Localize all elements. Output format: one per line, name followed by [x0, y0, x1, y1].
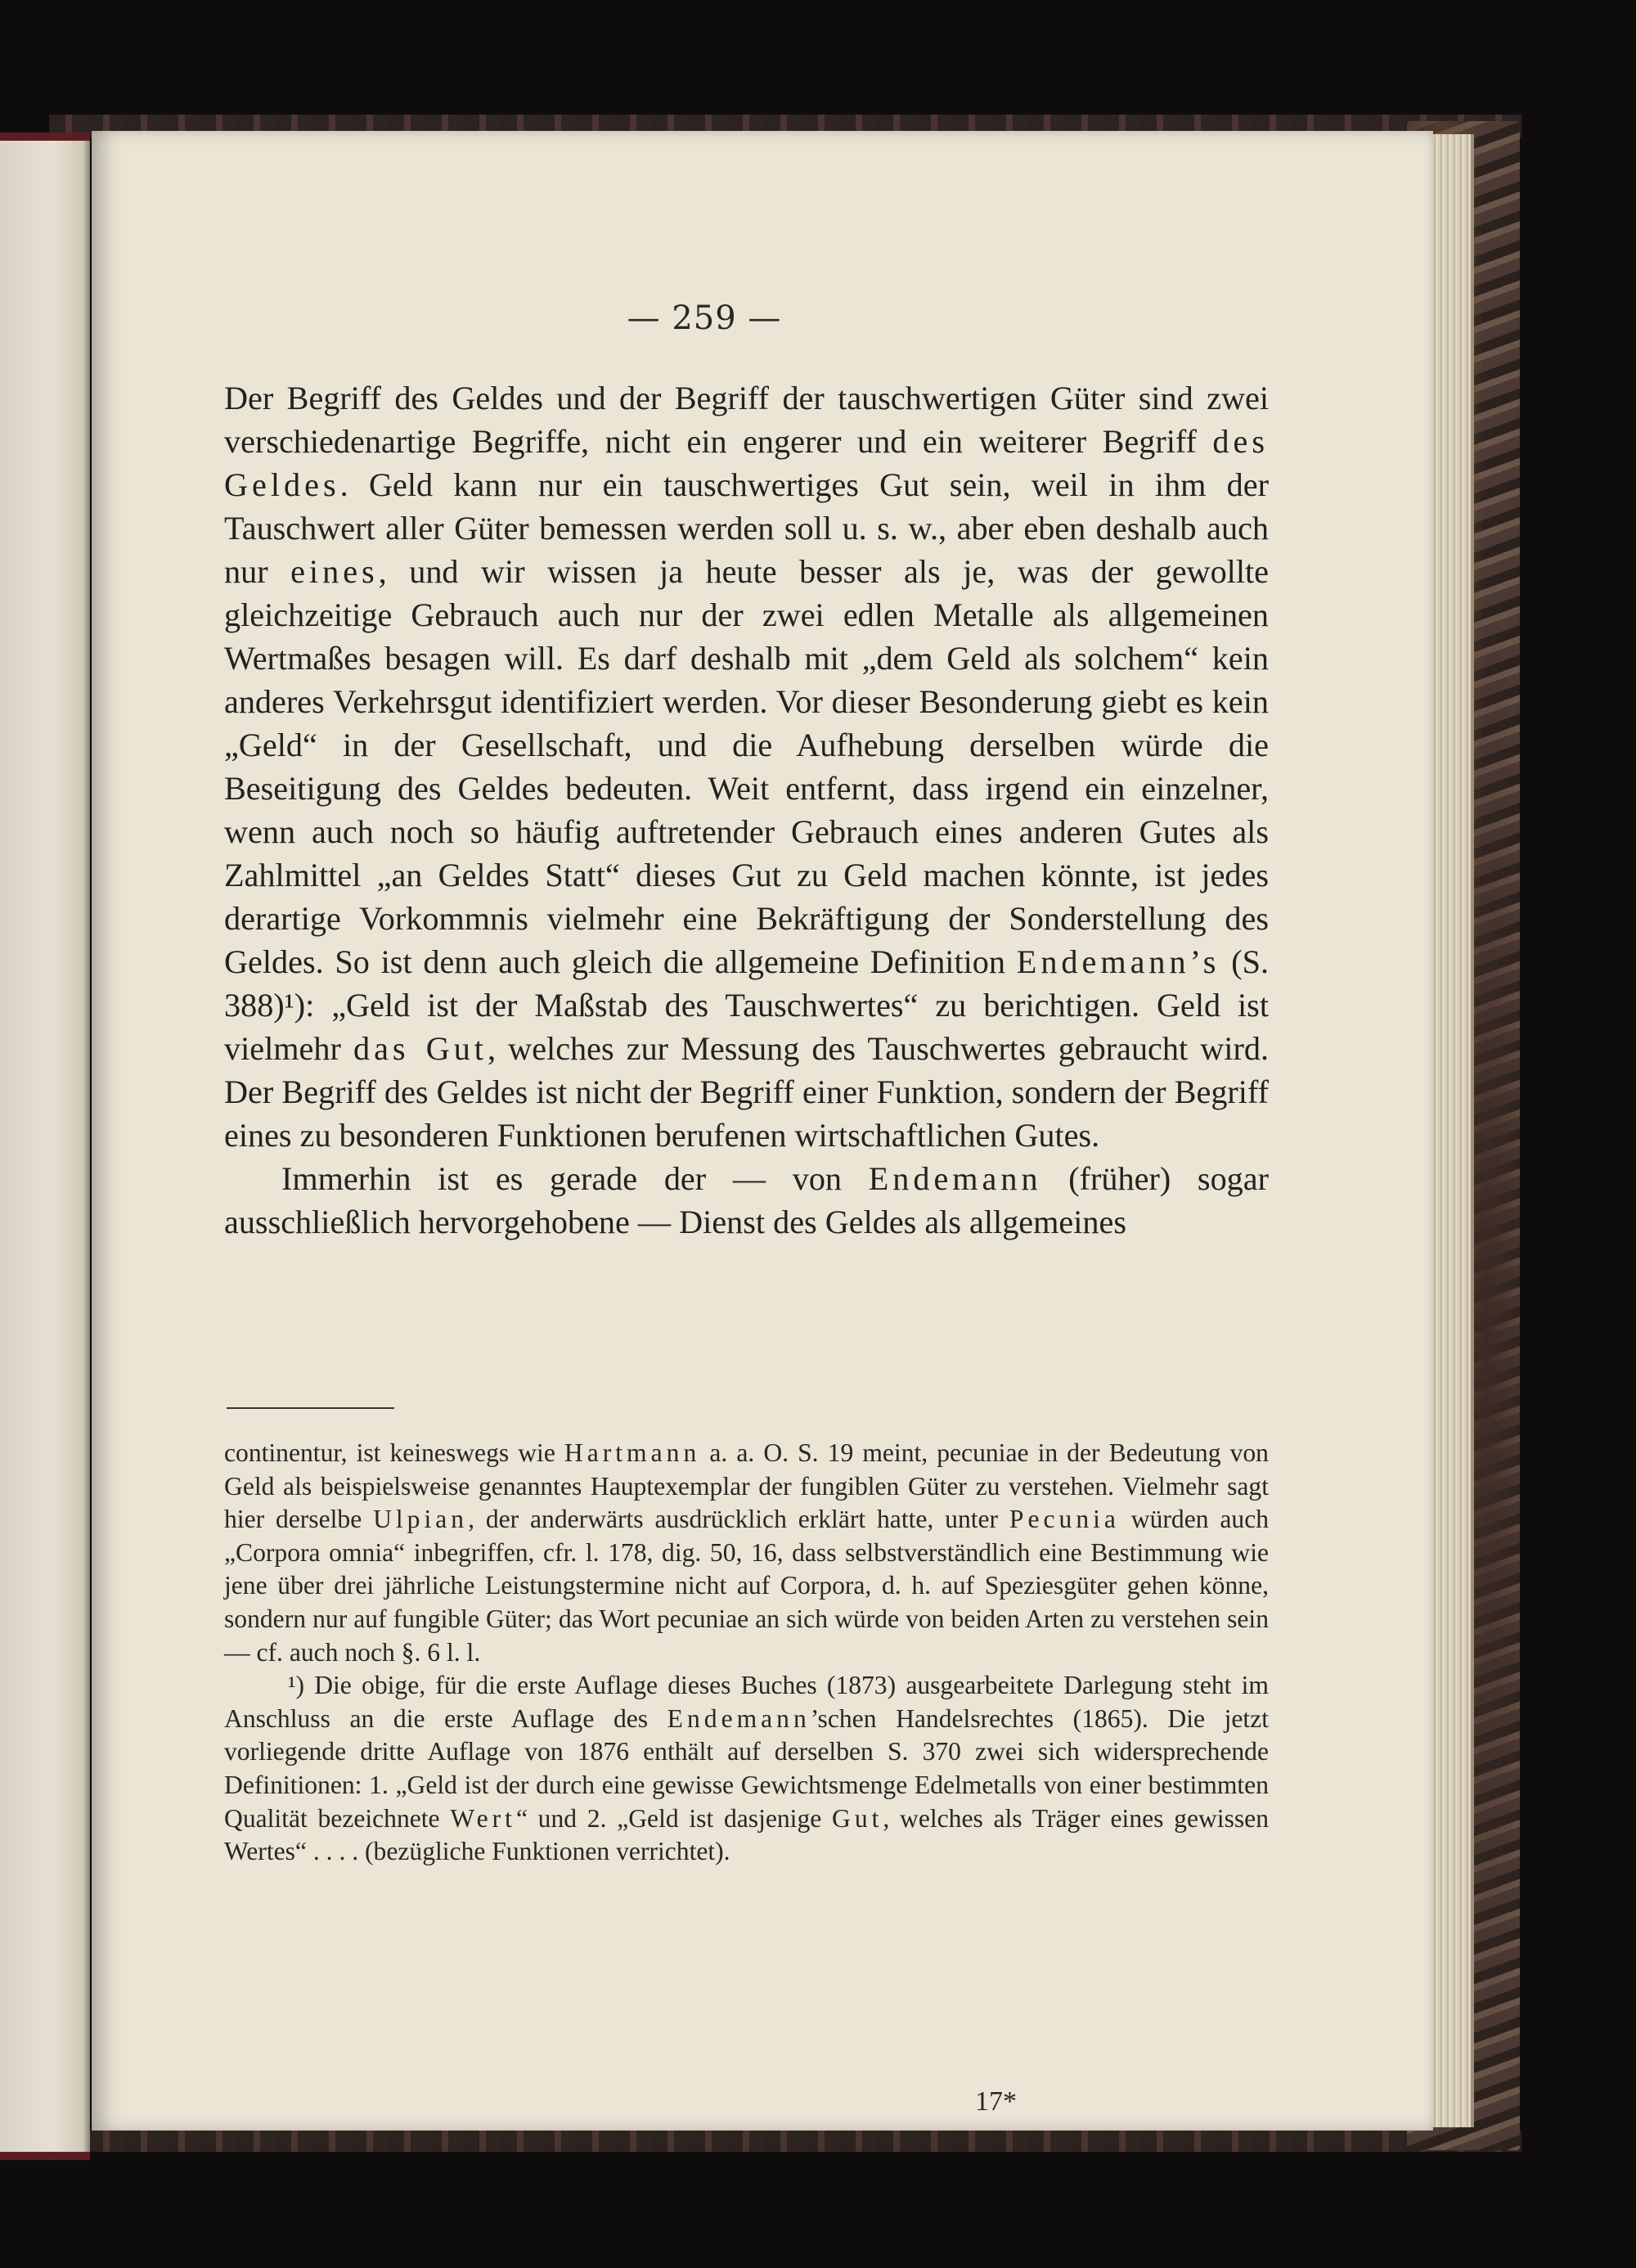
book-cover-bottom	[49, 2131, 1521, 2152]
footnote-divider	[227, 1407, 394, 1409]
paragraph-2: Immerhin ist es gerade der — von Endemann (früher) sogar ausschließlich hervorgehobene — Dienst des Geldes als allgemeines	[224, 1160, 1269, 1240]
page-edges	[1432, 134, 1474, 2127]
page-number: — 259 —	[627, 299, 782, 337]
footnote-1: ¹) Die obige, für die erste Auflage dieses Buches (1873) ausgearbeitete Darlegung steht im Anschluss an die erste Auflage des Endemann’schen Handelsrechtes (1865). Die jetzt vorliegende dritte Auflage von 1876 enthält auf derselben S. 370 zwei sich widersprechende Definitionen: 1. „Geld ist der durch eine gewisse Gewichtsmenge Edelmetalls von einer bestimmten Qualität bezeichnete Wert“ und 2. „Geld ist dasjenige Gut, welches als Träger eines gewissen Wertes“ . . . . (bezügliche Funktionen verrichtet).	[224, 1671, 1269, 1866]
signature-mark: 17*	[975, 2086, 1017, 2117]
paragraph-1: Der Begriff des Geldes und der Begriff der tauschwertigen Güter sind zwei verschiedenartige Begriffe, nicht ein engerer und ein weiterer Begriff des Geldes. Geld kann nur ein tauschwertiges Gut sein, weil in ihm der Tauschwert aller Güter bemessen werden soll u. s. w., aber eben deshalb auch nur eines, und wir wissen ja heute besser als je, was der gewollte gleichzeitige Gebrauch auch nur der zwei edlen Metalle als allgemeinen Wertmaßes besagen will. Es darf deshalb mit „dem Geld als solchem“ kein anderes Verkehrsgut identifiziert werden. Vor dieser Besonderung giebt es kein „Geld“ in der Gesellschaft, und die Aufhebung derselben würde die Beseitigung des Geldes bedeuten. Weit entfernt, dass irgend ein einzelner, wenn auch noch so häufig auftretender Gebrauch eines anderen Gutes als Zahlmittel „an Geldes Statt“ dieses Gut zu Geld machen könnte, ist jedes derartige Vorkommnis vielmehr eine Bekräftigung der Sonderstellung des Geldes. So ist denn auch gleich die allgemeine Definition Endemann’s (S. 388)¹): „Geld ist der Maßstab des Tauschwertes“ zu berichtigen. Geld ist vielmehr das Gut, welches zur Messung des Tauschwertes gebraucht wird. Der Begriff des Geldes ist nicht der Begriff einer Funktion, sondern der Begriff eines zu besonderen Funktionen berufenen wirtschaftlichen Gutes.	[224, 380, 1269, 1154]
footnote-continuation: continentur, ist keineswegs wie Hartmann a. a. O. S. 19 meint, pecuniae in der Bedeutung von Geld als beispielsweise genanntes Hauptexemplar der fungiblen Güter zu verstehen. Vielmehr sagt hier derselbe Ulpian, der anderwärts ausdrücklich erklärt hatte, unter Pecunia würden auch „Corpora omnia“ inbegriffen, cfr. l. 178, dig. 50, 16, dass selbstverständlich eine Bestimmung wie jene über drei jährliche Leistungstermine nicht auf Corpora, d. h. auf Speziesgüter gehen könne, sondern nur auf fungible Güter; das Wort pecuniae an sich würde von beiden Arten zu verstehen sein — cf. auch noch §. 6 l. l.	[224, 1438, 1270, 1667]
left-page-edge	[0, 133, 90, 2160]
main-text	[224, 376, 1269, 1244]
book-page	[92, 131, 1433, 2131]
footnotes	[224, 1437, 1269, 1869]
